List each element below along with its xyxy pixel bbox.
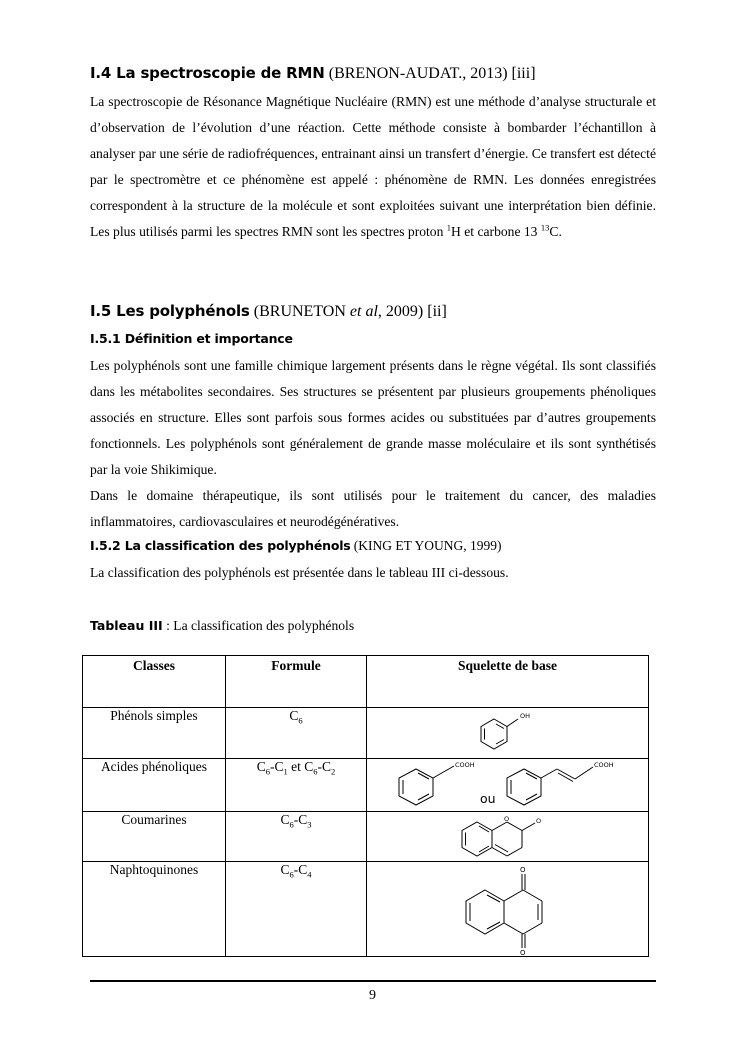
section-i52-heading — [90, 537, 502, 555]
section-i52-title: I.5.2 La classification des polyphénols — [90, 538, 351, 553]
row-skeleton-phenols — [367, 708, 649, 759]
row-skeleton-naphtoquinones — [367, 862, 649, 957]
section-i51-paragraph-2: Dans le domaine thérapeutique, ils sont utilisés pour le traitement du cancer, des maladies inflammatoires, cardiovasculaires et neurodégénératives. — [90, 488, 656, 529]
section-i4-citation: (BRENON-AUDAT., 2013) [iii] — [328, 65, 536, 82]
section-i52-citation: (KING ET YOUNG, 1999) — [353, 538, 502, 553]
superscript-13: 13 — [540, 222, 550, 232]
section-i51-paragraph-1: Les polyphénols sont une famille chimique largement présents dans le règne végétal. Ils sont classifiés dans les métabolites secondaires. Ses structures se présentent par plusieurs groupements phénoliques associés en structure. Elles sont parfois sous formes acides ou substituées par d’autres groupements fonctionnels. Les polyphénols sont généralement de grande masse moléculaire et ils sont synthétisés par la voie Shikimique. — [90, 358, 656, 477]
phenolic-acids-structure — [367, 759, 648, 807]
row-formula-acides: $C_6-C_1$ et $C_6-C_2$ — [226, 759, 367, 812]
row-formula-coumarines: $C_6-C_3$ — [226, 812, 367, 862]
row-class-phenols: Phénols simples — [83, 708, 226, 759]
phenol-structure — [367, 708, 648, 754]
row-skeleton-coumarines — [367, 812, 649, 862]
ou-label: ou — [480, 791, 496, 806]
superscript-1: 1 — [446, 222, 452, 232]
table-row — [83, 759, 649, 812]
naphthoquinone-structure — [367, 862, 648, 957]
section-i52-intro: La classification des polyphénols est présentée dans le tableau III ci-dessous. — [90, 565, 509, 580]
footer-rule — [90, 980, 656, 982]
bottom-oxygen-label: O — [520, 949, 526, 957]
table-row — [83, 862, 649, 957]
row-skeleton-acides — [367, 759, 649, 812]
top-oxygen-label: O — [520, 866, 526, 874]
row-formula-naphtoquinones: $C_6-C_4$ — [226, 862, 367, 957]
row-formula-phenols: $C_6$ — [226, 708, 367, 759]
header-formule: Formule — [226, 656, 367, 708]
cooh-label-1: COOH — [455, 761, 475, 769]
table-row — [83, 812, 649, 862]
ring-oxygen-label: O — [504, 815, 510, 823]
table-caption: Tableau III : La classification des polyphénols — [90, 618, 355, 633]
oh-label: OH — [520, 712, 531, 720]
section-i4-title: I.4 La spectroscopie de RMN — [90, 64, 325, 82]
cooh-label-2: COOH — [594, 761, 614, 769]
row-class-coumarines: Coumarines — [83, 812, 226, 862]
carbonyl-oxygen-label: O — [536, 817, 542, 825]
header-squelette: Squelette de base — [367, 656, 649, 708]
section-i4-paragraph: La spectroscopie de Résonance Magnétique Nucléaire (RMN) est une méthode d’analyse structurale et d’observation de l’évolution d’une réaction. Cette méthode consiste à bombarder l’échantillon à analyser par une série de radiofréquences, entrainant ainsi un transfert d’énergie. Ce transfert est détecté par le spectromètre et ce phénomène est appelé : phénomène de RMN. Les données enregistrées correspondent à la structure de la molécule et sont exploitées suivant une interprétation bien définie. Les plus utilisés parmi les spectres RMN sont les spectres proton $^1$H et carbone 13 $^{13}$C. — [90, 94, 656, 239]
section-i51-heading: I.5.1 Définition et importance — [90, 331, 293, 346]
section-i5-title: I.5 Les polyphénols — [90, 302, 250, 320]
header-classes: Classes — [83, 656, 226, 708]
table-row — [83, 708, 649, 759]
classification-table — [82, 655, 649, 957]
row-class-acides: Acides phénoliques — [83, 759, 226, 812]
table-header-row — [83, 656, 649, 708]
coumarin-structure — [367, 812, 648, 857]
section-i4-heading — [90, 63, 536, 84]
row-class-naphtoquinones: Naphtoquinones — [83, 862, 226, 957]
section-i5-citation: (BRUNETON et al, 2009) [ii] — [253, 303, 447, 320]
section-i5-heading — [90, 301, 447, 322]
page-number: 9 — [369, 988, 376, 1003]
